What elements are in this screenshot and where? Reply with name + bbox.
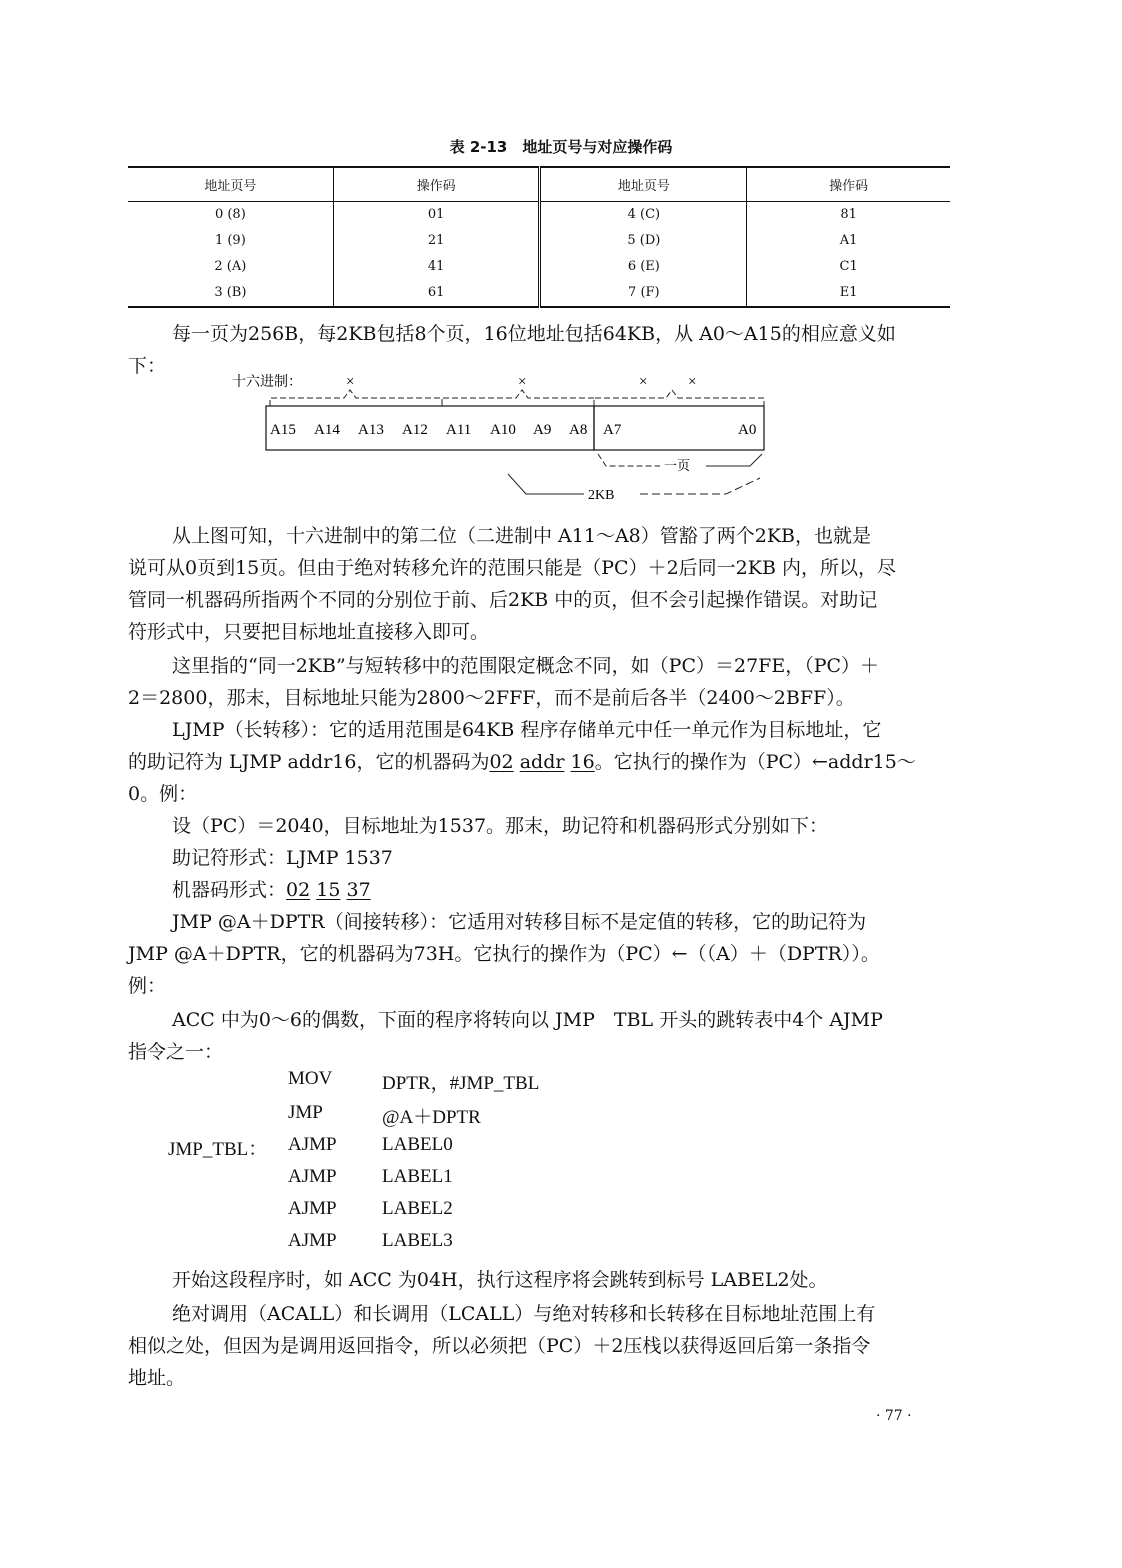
body-line: 绝对调用（ACALL）和长调用（LCALL）与绝对转移和长转移在目标地址范围上有 [172,1303,876,1325]
body-line: LJMP（长转移）：它的适用范围是64KB 程序存储单元中任一单元作为目标地址，它 [172,719,882,741]
bit-label: A10 [490,422,516,438]
body-line: 例： [128,975,167,997]
table-cell: 5 (D) [540,228,747,254]
code-arg: LABEL1 [382,1166,453,1187]
opcode-underlined: 16 [570,751,595,773]
body-line [172,874,371,906]
bit-label: A13 [358,422,384,438]
nibble-mark: × [346,374,355,390]
kb-label: 2KB [588,488,615,503]
body-line: 开始这段程序时，如 ACC 为04H，执行这程序将会跳转到标号 LABEL2处。 [172,1269,828,1291]
opcode-underlined: addr [519,751,565,773]
intro-line: 每一页为256B，每2KB包括8个页，16位地址包括64KB，从 A0～A15的相应意义如 [172,323,896,345]
hex-label: 十六进制： [232,375,302,390]
page-label: 一页 [664,458,691,473]
code-op: AJMP [288,1166,337,1187]
intro-line: 下： [128,355,167,377]
opcode-underlined: 02 [286,879,311,901]
table-cell: 61 [333,280,540,307]
body-line: 2＝2800，那末，目标地址只能为2800～2FFF，而不是前后各半（2400～2BFF）。 [128,687,855,709]
table-cell: 1 (9) [214,233,246,248]
header-cell: 操作码 [333,167,540,201]
body-line: 管同一机器码所指两个不同的分别位于前、后2KB 中的页，但不会引起操作错误。对助记 [128,589,878,611]
body-line: 从上图可知，十六进制中的第二位（二进制中 A11～A8）管豁了两个2KB，也就是 [172,525,871,547]
address-bit-diagram [226,366,786,516]
table-cell: 2 (A) [214,259,247,274]
page-brace [706,454,762,466]
code-label: JMP_TBL： [168,1139,268,1160]
code-op: JMP [288,1102,323,1123]
bit-label: A8 [569,422,588,438]
table-cell: 01 [333,201,540,228]
bit-label: A12 [402,422,428,438]
body-line: 指令之一： [128,1041,224,1063]
kb-brace [508,474,584,494]
page-number: · 77 · [876,1408,912,1424]
nibble-mark: × [688,374,697,390]
opcode-underlined: 15 [316,879,341,901]
code-op: AJMP [288,1134,337,1155]
table-row [128,280,950,307]
body-line: 这里指的“同一2KB”与短转移中的范围限定概念不同，如（PC）＝27FE，（PC）＋ [172,655,880,677]
bit-label: A7 [603,422,622,438]
header-cell: 操作码 [747,167,950,201]
bit-label: A15 [270,422,296,438]
nibble-brace [442,390,594,406]
table-header-row [128,167,950,201]
page-brace [598,454,660,466]
code-arg: @A＋DPTR [382,1107,481,1128]
text-span: 。它执行的操作为（PC）←addr15～ [594,751,916,773]
body-line: 0。例： [128,783,198,805]
table-cell: 3 (B) [214,285,247,300]
body-line: 设（PC）＝2040，目标地址为1537。那末，助记符和机器码形式分别如下： [172,815,829,837]
bit-label: A9 [533,422,552,438]
body-line: 地址。 [128,1367,186,1389]
body-line [128,746,916,778]
table-cell: 0 (8) [214,207,246,222]
table-cell: 21 [333,228,540,254]
table-cell: C1 [747,254,950,280]
nibble-brace [594,390,764,406]
code-arg: LABEL3 [382,1230,453,1251]
body-line: 说可从0页到15页。但由于绝对转移允许的范围只能是（PC）＋2后同一2KB 内，所以，尽 [128,557,896,579]
body-line: 符形式中，只要把目标地址直接移入即可。 [128,621,490,643]
bit-label: A11 [446,422,472,438]
code-op: AJMP [288,1230,337,1251]
table-cell: 6 (E) [540,254,747,280]
table-row [128,228,950,254]
address-page-table [128,166,950,308]
opcode-underlined: 37 [346,879,371,901]
body-line: ACC 中为0～6的偶数，下面的程序将转向以 JMP TBL 开头的跳转表中4个 AJMP [172,1009,883,1031]
code-op: AJMP [288,1198,337,1219]
table-cell: A1 [747,228,950,254]
opcode-underlined: 02 [489,751,514,773]
nibble-mark: × [518,374,527,390]
body-line: JMP @A＋DPTR（间接转移）：它适用对转移目标不是定值的转移，它的助记符为 [172,911,867,933]
header-cell: 地址页号 [540,167,747,201]
table-cell: 41 [333,254,540,280]
code-arg: LABEL2 [382,1198,453,1219]
nibble-mark: × [639,374,648,390]
table-cell: 7 (F) [540,280,747,307]
bit-label: A0 [738,422,757,438]
bit-label: A14 [314,422,340,438]
table-caption: 表 2-13 地址页号与对应操作码 [449,138,673,156]
table-cell: 4 (C) [540,201,747,228]
body-line: 助记符形式：LJMP 1537 [172,847,393,869]
table-cell: E1 [747,280,950,307]
kb-brace [640,478,760,494]
body-line: 相似之处，但因为是调用返回指令，所以必须把（PC）＋2压栈以获得返回后第一条指令 [128,1335,871,1357]
table-cell: 81 [747,201,950,228]
code-arg: DPTR，#JMP_TBL [382,1073,540,1094]
nibble-brace [270,390,442,406]
code-op: MOV [288,1068,333,1089]
table-row [128,201,950,228]
body-line: JMP @A＋DPTR，它的机器码为73H。它执行的操作为（PC）←（（A）＋（DPTR））。 [128,943,880,965]
code-arg: LABEL0 [382,1134,453,1155]
table-row [128,254,950,280]
header-cell: 地址页号 [128,167,333,201]
text-span: 的助记符为 LJMP addr16，它的机器码为 [128,751,490,773]
text-span: 机器码形式： [172,879,287,901]
